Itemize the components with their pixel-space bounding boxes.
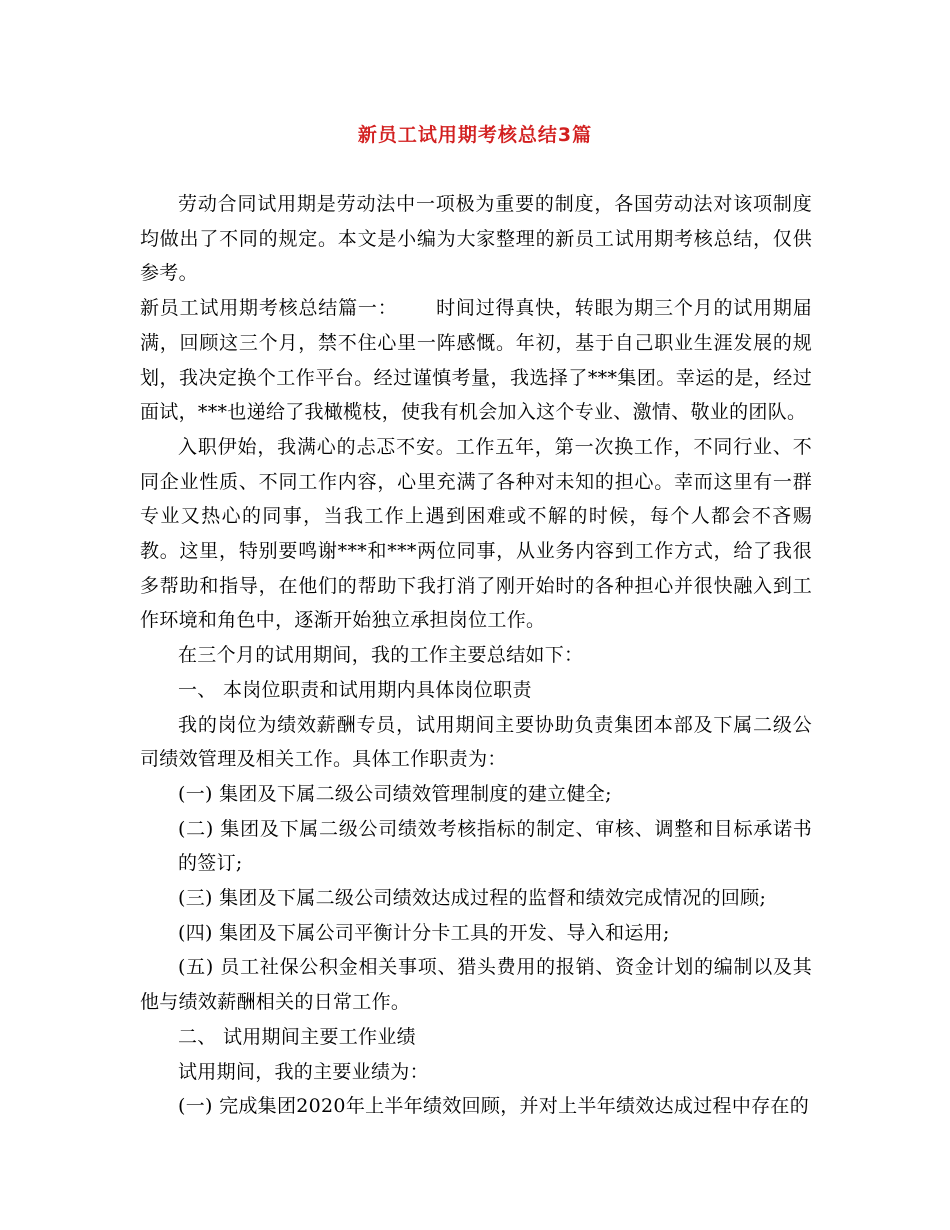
duty-item: (二) 集团及下属二级公司绩效考核指标的制定、审核、调整和目标承诺书的签订; (178, 817, 812, 875)
duty-item: (三) 集团及下属二级公司绩效达成过程的监督和绩效完成情况的回顾; (178, 887, 767, 910)
summary-intro-paragraph: 在三个月的试用期间，我的工作主要总结如下： (178, 644, 584, 667)
onboarding-paragraph: 入职伊始，我满心的忐忑不安。工作五年，第一次换工作，不同行业、不同企业性质、不同工作内容，心里充满了各种对未知的担心。幸而这里有一群专业又热心的同事，当我工作上遇到困难或不解的时候，每个人都会不吝赐教。这里，特别要鸣谢***和***两位同事，从业务内容到工作方式，给了我很多帮助和指导，在他们的帮助下我打消了刚开始时的各种担心并很快融入到工作环境和角色中，逐渐开始独立承担岗位工作。 (140, 435, 812, 632)
section-two-intro: 试用期间，我的主要业绩为： (178, 1060, 429, 1083)
duty-item: (四) 集团及下属公司平衡计分卡工具的开发、导入和运用; (178, 921, 670, 944)
part-one-label: 新员工试用期考核总结篇一： (140, 297, 398, 320)
document-body (140, 187, 812, 1124)
section-two-heading: 二、 试用期间主要工作业绩 (178, 1025, 416, 1048)
part-one-paragraph (140, 291, 812, 430)
achievement-item: (一) 完成集团2020年上半年绩效回顾，并对上半年绩效达成过程中存在的 (178, 1095, 810, 1118)
section-one-intro: 我的岗位为绩效薪酬专员，试用期间主要协助负责集团本部及下属二级公司绩效管理及相关工作。具体工作职责为： (140, 713, 812, 771)
duty-item: (一) 集团及下属二级公司绩效管理制度的建立健全; (178, 782, 612, 805)
duty-item: (五) 员工社保公积金相关事项、猎头费用的报销、资金计划的编制以及其他与绩效薪酬相关的日常工作。 (140, 956, 812, 1014)
document-title: 新员工试用期考核总结3篇 (357, 124, 593, 146)
section-one-heading: 一、 本岗位职责和试用期内具体岗位职责 (178, 678, 532, 701)
part-one-text: 时间过得真快，转眼为期三个月的试用期届满，回顾这三个月，禁不住心里一阵感慨。年初，基于自己职业生涯发展的规划，我决定换个工作平台。经过谨慎考量，我选择了***集团。幸运的是，经过面试，***也递给了我橄榄枝，使我有机会加入这个专业、激情、敬业的团队。 (140, 297, 812, 424)
intro-paragraph: 劳动合同试用期是劳动法中一项极为重要的制度，各国劳动法对该项制度均做出了不同的规定。本文是小编为大家整理的新员工试用期考核总结，仅供参考。 (140, 193, 812, 285)
